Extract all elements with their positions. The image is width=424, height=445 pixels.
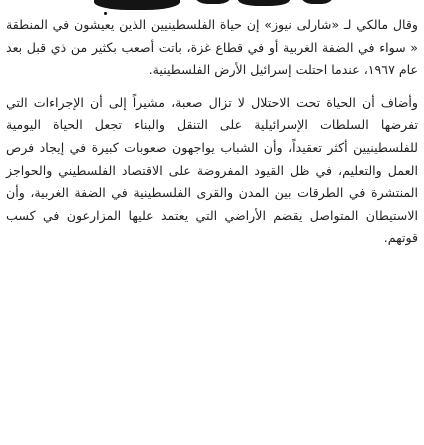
article-paragraph: وأضاف أن الحياة تحت الاحتلال لا تزال صعبة، مشيراً إلى أن الإجراءات التي تفرضها السلطات الإسرائيلية على التنقل والبناء تجعل الحياة اليومية للفلسطينيين أكثر تعقيداً، وأن الشباب يواجهون صعوبات كبيرة في إيجاد فرص العمل والتعليم، في ظل القيود المفروضة على الاقتصاد الفلسطيني والحواجز المنتشرة في الطرقات بين المدن والقرى الفلسطينية في الضفة الغربية، وأن الاستيطان المتواصل يقضم الأراضي التي يعتمد عليها المزارعون في كسب قوتهم.	[6, 94, 418, 246]
photo-shape	[302, 0, 332, 4]
photo-shape	[238, 0, 290, 6]
photo-shape	[94, 0, 180, 10]
article-body	[6, 14, 418, 250]
photo-shape	[196, 0, 230, 4]
article-paragraph: وقال مالكي لـ «شارلى نيوز» إن حياة الفلسطينيين الذين يعيشون في المنطقة « سواء في الضفة الغربية أو في قطاع غزة، باتت أصعب بكثير من ذي قبل بعد عام ١٩٦٧، عندما احتلت إسرائيل الأرض الفلسطينية.	[6, 17, 418, 78]
